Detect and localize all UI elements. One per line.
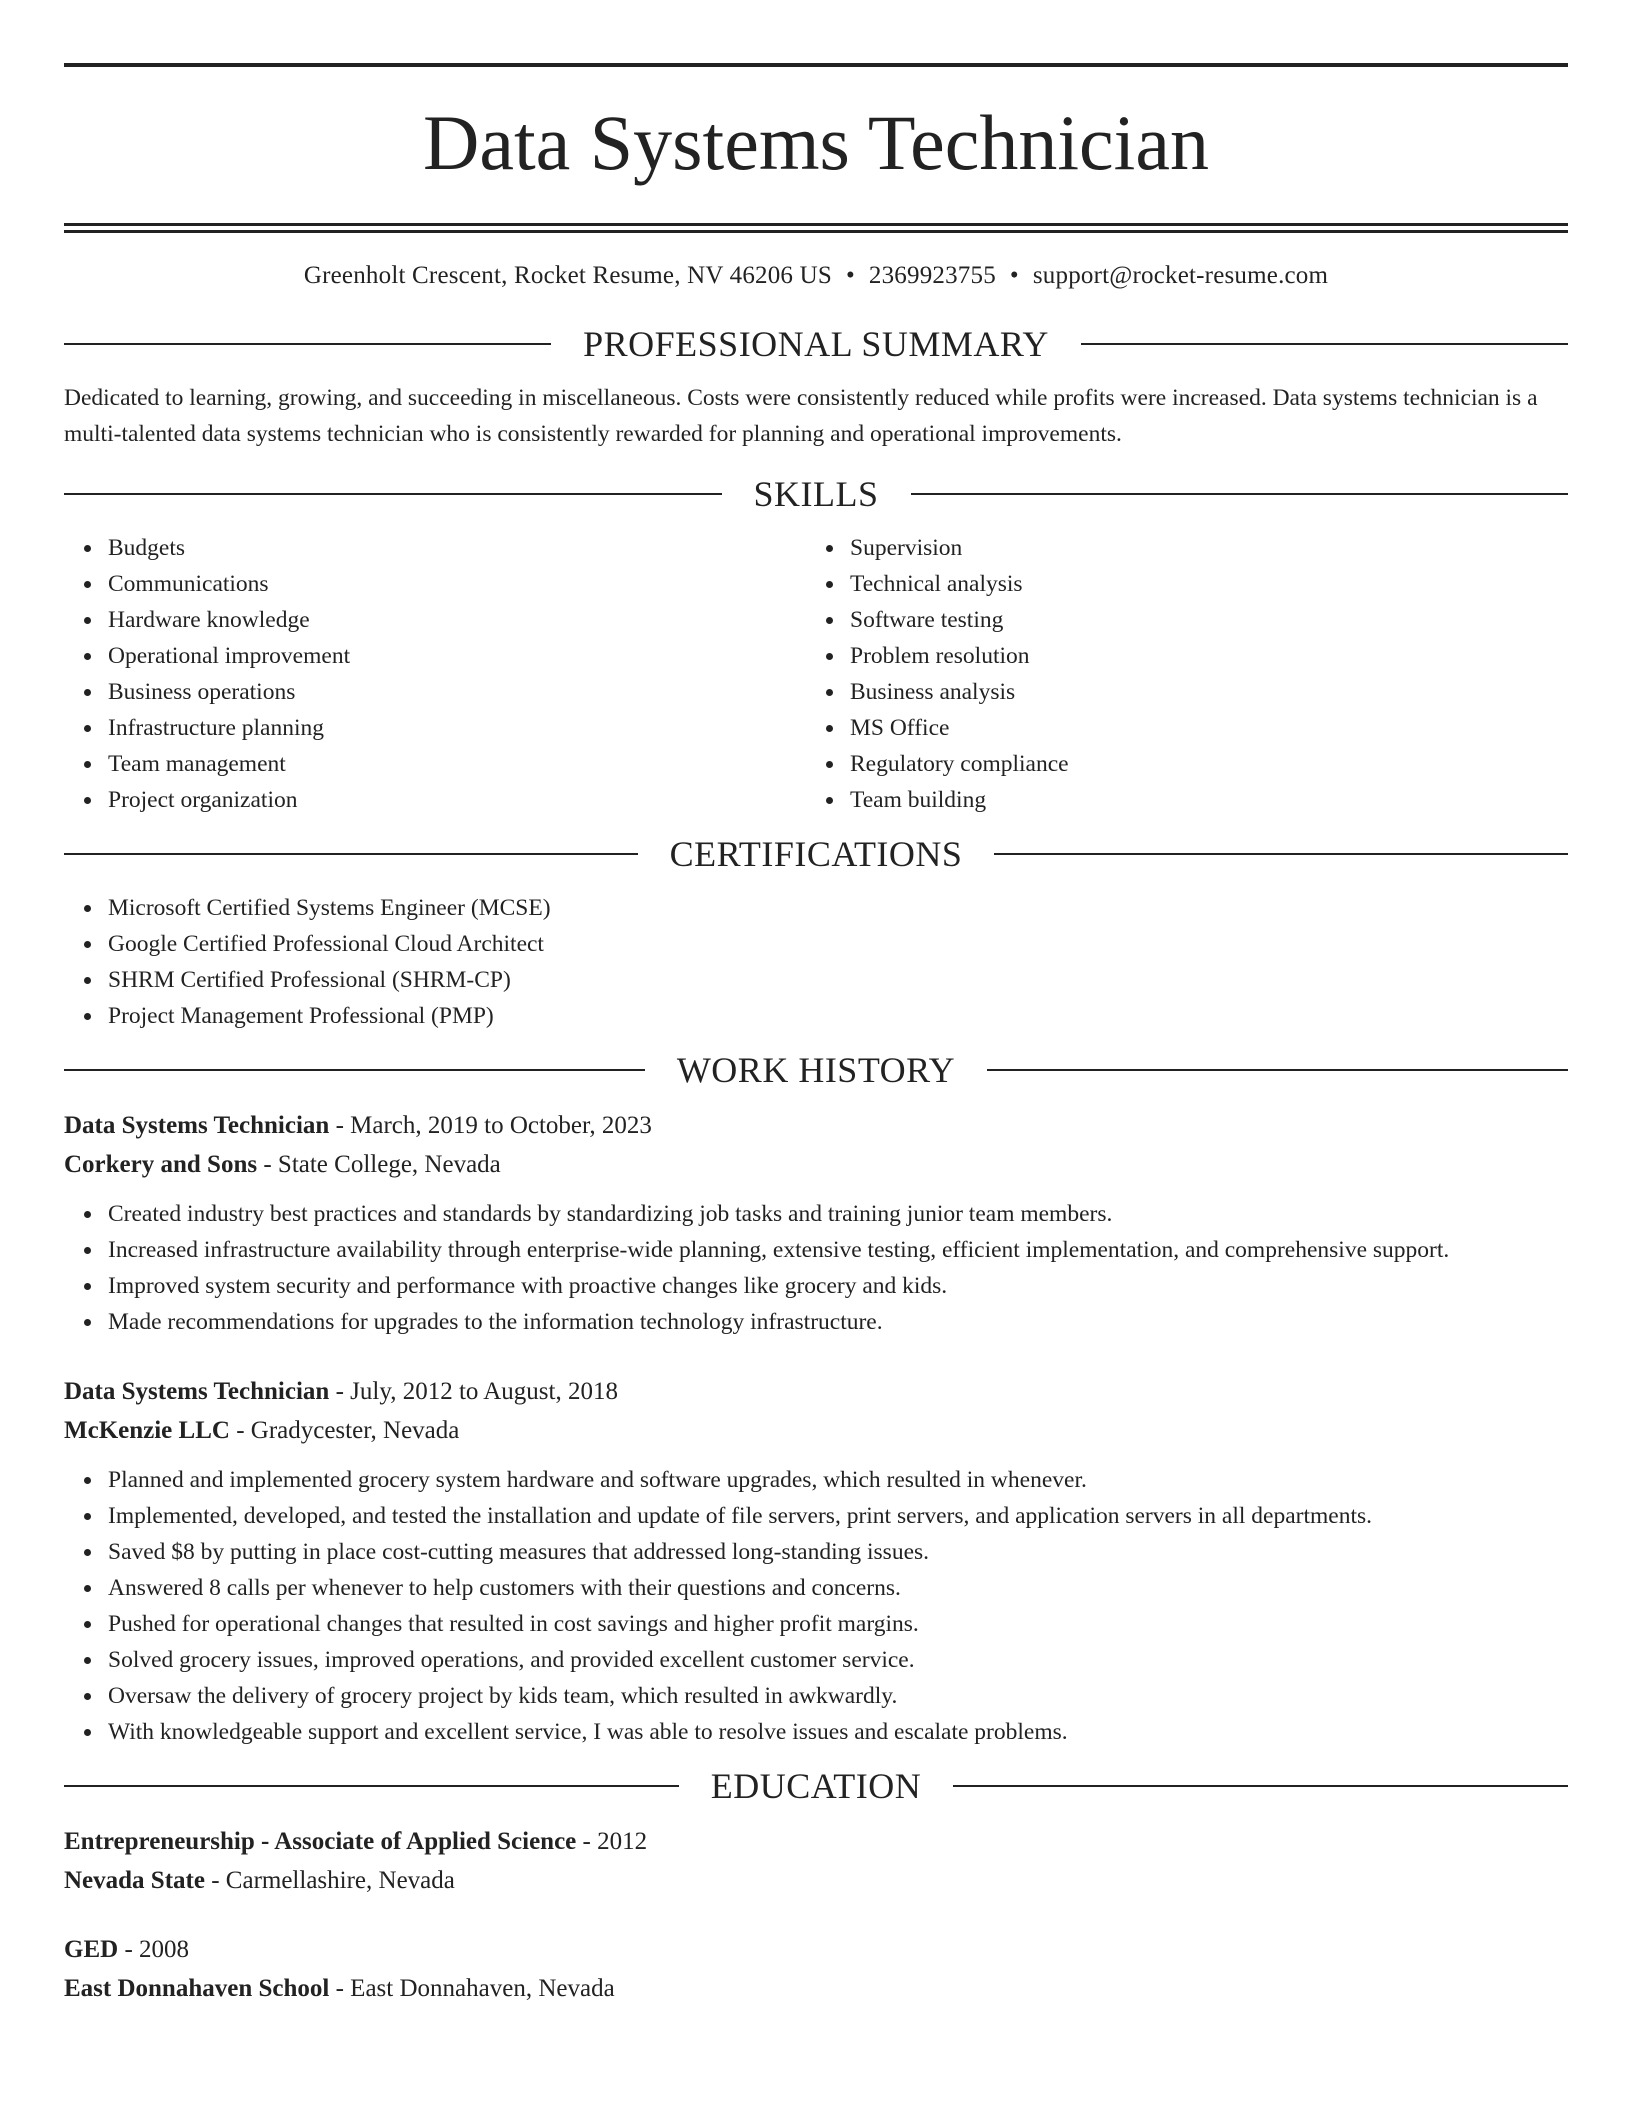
summary-section-header	[64, 320, 1568, 368]
job-title-line	[64, 1106, 1568, 1145]
section-rule-left	[64, 493, 722, 495]
certifications-heading: CERTIFICATIONS	[669, 834, 963, 874]
job-entry	[64, 1106, 1568, 1340]
job-bullets	[64, 1462, 1568, 1750]
job-dates: - March, 2019 to October, 2023	[329, 1112, 652, 1139]
job-company: Corkery and Sons	[64, 1151, 258, 1178]
job-title-line	[64, 1372, 1568, 1411]
job-company: McKenzie LLC	[64, 1417, 230, 1444]
skill-item: Team building	[850, 782, 1548, 818]
contact-line	[64, 260, 1568, 292]
skills-columns	[64, 530, 1568, 818]
summary-heading: PROFESSIONAL SUMMARY	[583, 324, 1049, 364]
education-location: - East Donnahaven, Nevada	[329, 1975, 615, 2002]
section-rule-left	[64, 1785, 679, 1787]
candidate-name: Data Systems Technician	[423, 99, 1209, 186]
section-rule-right	[994, 853, 1568, 855]
job-bullet: Increased infrastructure availability through enterprise-wide planning, extensive testing, efficient implementation, and comprehensive support.	[108, 1232, 1568, 1268]
education-degree: Entrepreneurship - Associate of Applied Science	[64, 1828, 577, 1855]
job-company-line	[64, 1145, 1568, 1184]
job-dates: - July, 2012 to August, 2018	[329, 1378, 618, 1405]
education-location: - Carmellashire, Nevada	[204, 1867, 455, 1894]
job-bullets	[64, 1196, 1568, 1340]
skill-item: Software testing	[850, 602, 1548, 638]
contact-separator: •	[1009, 262, 1019, 289]
skill-item: Project organization	[108, 782, 806, 818]
certification-item: Project Management Professional (PMP)	[108, 998, 1568, 1034]
job-bullet: Answered 8 calls per whenever to help customers with their questions and concerns.	[108, 1570, 1568, 1606]
skill-item: Business analysis	[850, 674, 1548, 710]
skills-list-right	[806, 530, 1548, 818]
education-entry	[64, 1822, 1568, 1900]
job-entry	[64, 1372, 1568, 1750]
job-company-line	[64, 1411, 1568, 1450]
certifications-list	[64, 890, 1568, 1034]
job-bullet: Implemented, developed, and tested the installation and update of file servers, print servers, and application servers in all departments.	[108, 1498, 1568, 1534]
section-rule-right	[1081, 343, 1568, 345]
skill-item: Supervision	[850, 530, 1548, 566]
job-location: - State College, Nevada	[257, 1151, 501, 1178]
skill-item: Business operations	[108, 674, 806, 710]
skills-column-right	[806, 530, 1548, 818]
job-bullet: Pushed for operational changes that resulted in cost savings and higher profit margins.	[108, 1606, 1568, 1642]
skill-item: MS Office	[850, 710, 1548, 746]
contact-separator: •	[845, 262, 855, 289]
skill-item: Hardware knowledge	[108, 602, 806, 638]
job-title: Data Systems Technician	[64, 1378, 330, 1405]
skill-item: Operational improvement	[108, 638, 806, 674]
job-bullet: Created industry best practices and standards by standardizing job tasks and training junior team members.	[108, 1196, 1568, 1232]
education-entry	[64, 1930, 1568, 2008]
job-bullet: Saved $8 by putting in place cost-cutting measures that addressed long-standing issues.	[108, 1534, 1568, 1570]
header-double-rule	[64, 223, 1568, 233]
section-rule-left	[64, 343, 551, 345]
certification-item: Google Certified Professional Cloud Architect	[108, 926, 1568, 962]
skill-item: Team management	[108, 746, 806, 782]
job-bullet: Improved system security and performance with proactive changes like grocery and kids.	[108, 1268, 1568, 1304]
contact-phone: 2369923755	[868, 262, 996, 289]
work-section-header	[64, 1046, 1568, 1094]
job-bullet: Solved grocery issues, improved operations, and provided excellent customer service.	[108, 1642, 1568, 1678]
skills-column-left	[64, 530, 806, 818]
summary-text: Dedicated to learning, growing, and succeeding in miscellaneous. Costs were consistently reduced while profits were increased. Data systems technician is a multi-talented data systems technician who is consistently rewarded for planning and operational improvements.	[64, 385, 1538, 447]
education-degree-line	[64, 1930, 1568, 1969]
job-bullet: Oversaw the delivery of grocery project by kids team, which resulted in awkwardly.	[108, 1678, 1568, 1714]
skill-item: Communications	[108, 566, 806, 602]
education-section-header	[64, 1762, 1568, 1810]
skill-item: Budgets	[108, 530, 806, 566]
job-title: Data Systems Technician	[64, 1112, 330, 1139]
work-heading: WORK HISTORY	[676, 1050, 956, 1090]
job-bullet: Planned and implemented grocery system hardware and software upgrades, which resulted in whenever.	[108, 1462, 1568, 1498]
contact-address: Greenholt Crescent, Rocket Resume, NV 46206 US	[303, 262, 832, 289]
skills-list-left	[64, 530, 806, 818]
resume-page	[64, 0, 1568, 2008]
section-rule-right	[911, 493, 1569, 495]
job-location: - Gradycester, Nevada	[229, 1417, 460, 1444]
education-heading: EDUCATION	[710, 1766, 922, 1806]
job-bullet: With knowledgeable support and excellent service, I was able to resolve issues and escalate problems.	[108, 1714, 1568, 1750]
certification-item: SHRM Certified Professional (SHRM-CP)	[108, 962, 1568, 998]
skill-item: Technical analysis	[850, 566, 1548, 602]
section-rule-left	[64, 1069, 645, 1071]
education-school-line	[64, 1861, 1568, 1900]
education-school-line	[64, 1969, 1568, 2008]
education-year: - 2012	[576, 1828, 648, 1855]
education-school: East Donnahaven School	[64, 1975, 330, 2002]
certifications-section-header	[64, 830, 1568, 878]
section-rule-right	[953, 1785, 1568, 1787]
skill-item: Infrastructure planning	[108, 710, 806, 746]
skills-heading: SKILLS	[753, 474, 879, 514]
section-rule-right	[987, 1069, 1568, 1071]
top-rule	[64, 63, 1568, 67]
skill-item: Regulatory compliance	[850, 746, 1548, 782]
certification-item: Microsoft Certified Systems Engineer (MCSE)	[108, 890, 1568, 926]
education-school: Nevada State	[64, 1867, 205, 1894]
section-rule-left	[64, 853, 638, 855]
job-bullet: Made recommendations for upgrades to the information technology infrastructure.	[108, 1304, 1568, 1340]
contact-email: support@rocket-resume.com	[1032, 262, 1329, 289]
skills-section-header	[64, 470, 1568, 518]
skill-item: Problem resolution	[850, 638, 1548, 674]
education-degree-line	[64, 1822, 1568, 1861]
education-year: - 2008	[118, 1936, 190, 1963]
education-degree: GED	[64, 1936, 119, 1963]
